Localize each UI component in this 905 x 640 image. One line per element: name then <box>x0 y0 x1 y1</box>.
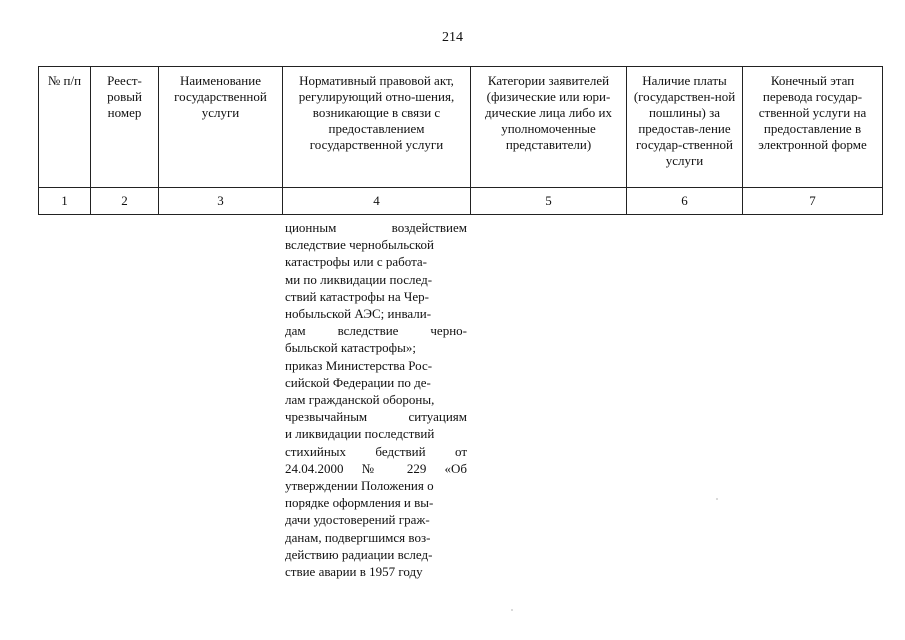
column-number: 5 <box>471 188 627 215</box>
text-line: вследствие чернобыльской <box>285 237 435 253</box>
table-header-row <box>39 67 883 188</box>
header-applicant-categories: Категории заявителей (физические или юри-дические лица либо их уполномоченные представители) <box>471 67 627 188</box>
text-line: ствий катастрофы на Чер- <box>285 288 429 304</box>
text-line: утверждении Положения о <box>285 477 434 493</box>
text-line: и ликвидации последствий <box>285 426 435 442</box>
normative-act-continuation <box>285 219 467 580</box>
text-line: катастрофы или с работа- <box>285 254 428 270</box>
text-line: быльской катастрофы»; <box>285 340 416 356</box>
text-line: чрезвычайным ситуациям <box>285 409 467 425</box>
header-normative-act: Нормативный правовой акт, регулирующий отно-шения, возникающие в связи с предоставлением государственной услуги <box>283 67 471 188</box>
text-line: ционным воздействием <box>285 220 467 235</box>
text-line: стихийных бедствий от <box>285 443 467 459</box>
text-line: 24.04.2000 № 229 «Об <box>285 460 467 476</box>
header-fee: Наличие платы (государствен-ной пошлины) за предостав-ление государ-ственной услуги <box>627 67 743 188</box>
column-number: 7 <box>743 188 883 215</box>
text-line: действию радиации вслед- <box>285 546 433 562</box>
text-line: лам гражданской обороны, <box>285 392 435 407</box>
scan-speck <box>511 609 513 611</box>
text-line: ствие аварии в 1957 году <box>285 563 423 579</box>
column-number: 2 <box>91 188 159 215</box>
text-line: данам, подвергшимся воз- <box>285 529 431 545</box>
column-number: 3 <box>159 188 283 215</box>
header-service-name: Наименование государственной услуги <box>159 67 283 188</box>
services-table <box>38 66 883 215</box>
header-final-stage: Конечный этап перевода государ-ственной услуги на предоставление в электронной форме <box>743 67 883 188</box>
header-number: № п/п <box>39 67 91 188</box>
text-line: дам вследствие черно- <box>285 323 467 339</box>
text-line: сийской Федерации по де- <box>285 374 431 390</box>
column-number: 4 <box>283 188 471 215</box>
page-number: 214 <box>442 30 463 45</box>
column-number: 6 <box>627 188 743 215</box>
text-line: нобыльской АЭС; инвали- <box>285 306 432 321</box>
column-number: 1 <box>39 188 91 215</box>
scan-speck <box>716 498 718 500</box>
text-line: ми по ликвидации послед- <box>285 271 433 287</box>
text-line: дачи удостоверений граж- <box>285 512 430 528</box>
text-line: порядке оформления и вы- <box>285 495 434 511</box>
column-number-row <box>39 188 883 215</box>
header-registry-number: Реест-ровый номер <box>91 67 159 188</box>
text-line: приказ Министерства Рос- <box>285 357 433 373</box>
